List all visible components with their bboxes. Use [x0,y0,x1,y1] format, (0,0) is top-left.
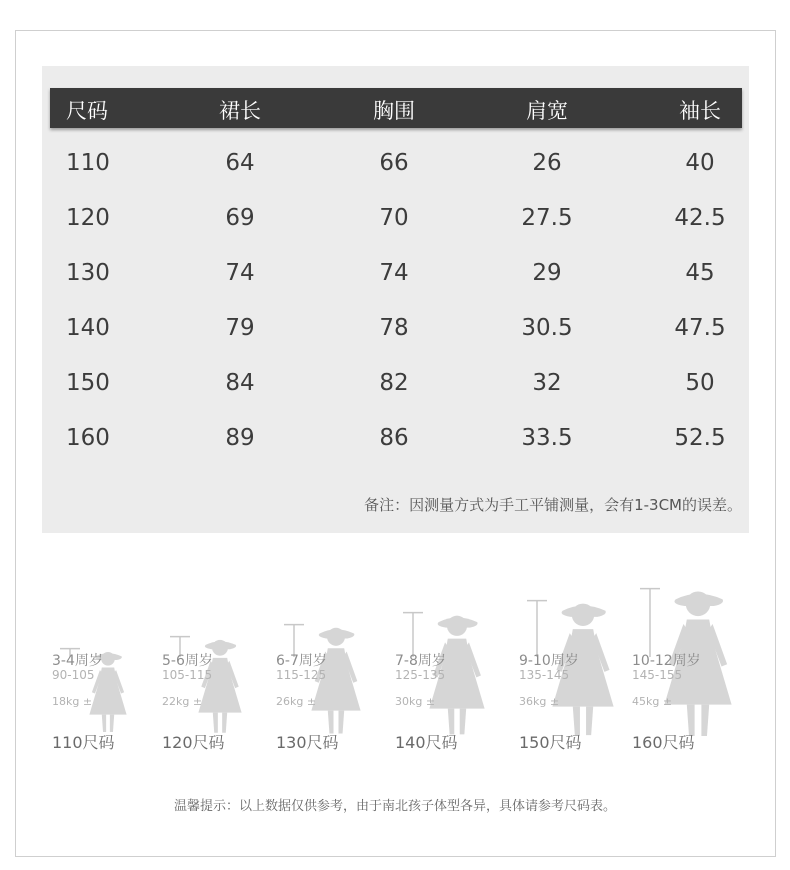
figure-weight: 26kg ± [276,695,317,708]
cell-size: 120 [66,205,110,231]
figure-height-range: 125-135 [395,668,446,682]
cell-size: 140 [66,315,110,341]
cell-size: 130 [66,260,110,286]
figure-height-range: 90-105 [52,668,95,682]
cell-sleeve-length: 47.5 [674,315,726,341]
figure-age-range: 9-10周岁 [519,653,579,669]
header-bust: 胸围 [373,99,415,123]
size-table-panel [42,66,749,533]
header-dress-length: 裙长 [219,99,261,123]
figure-size-label: 120尺码 [162,733,225,752]
figure-weight: 22kg ± [162,695,203,708]
cell-sleeve-length: 50 [685,370,715,396]
table-row [0,256,790,296]
figure-age-range: 3-4周岁 [52,653,103,669]
cell-shoulder: 30.5 [521,315,573,341]
cell-dress-length: 74 [225,260,255,286]
figure-size-label: 160尺码 [632,733,695,752]
figure-age-range: 6-7周岁 [276,653,327,669]
figure-height-range: 105-115 [162,668,213,682]
figure-weight: 36kg ± [519,695,560,708]
cell-dress-length: 69 [225,205,255,231]
figure-age-range: 10-12周岁 [632,653,701,669]
cell-bust: 66 [379,150,409,176]
cell-shoulder: 33.5 [521,425,573,451]
cell-bust: 82 [379,370,409,396]
cell-shoulder: 32 [532,370,562,396]
cell-dress-length: 79 [225,315,255,341]
header-sleeve-length: 袖长 [679,99,721,123]
cell-bust: 74 [379,260,409,286]
cell-size: 110 [66,150,110,176]
table-row [0,366,790,406]
figure-size-label: 150尺码 [519,733,582,752]
figure-age-range: 5-6周岁 [162,653,213,669]
figure-weight: 18kg ± [52,695,93,708]
cell-sleeve-length: 40 [685,150,715,176]
table-row [0,146,790,186]
figure-height-range: 145-155 [632,668,683,682]
figure-size-label: 130尺码 [276,733,339,752]
table-row [0,421,790,461]
cell-bust: 70 [379,205,409,231]
cell-size: 160 [66,425,110,451]
table-header-labels [0,88,790,128]
figure-age-range: 7-8周岁 [395,653,446,669]
header-size: 尺码 [66,99,108,123]
cell-dress-length: 89 [225,425,255,451]
cell-bust: 78 [379,315,409,341]
cell-dress-length: 84 [225,370,255,396]
cell-shoulder: 27.5 [521,205,573,231]
cell-shoulder: 26 [532,150,562,176]
cell-sleeve-length: 52.5 [674,425,726,451]
reference-tip: 温馨提示：以上数据仅供参考，由于南北孩子体型各异，具体请参考尺码表。 [173,799,616,814]
cell-sleeve-length: 45 [685,260,715,286]
size-figures [0,555,790,765]
figure-weight: 45kg ± [632,695,673,708]
measurement-note: 备注：因测量方式为手工平铺测量，会有1-3CM的误差。 [364,496,742,514]
figure-height-range: 135-145 [519,668,570,682]
table-row [0,311,790,351]
header-shoulder: 肩宽 [526,99,568,123]
figure-weight: 30kg ± [395,695,436,708]
figure-size-label: 140尺码 [395,733,458,752]
cell-size: 150 [66,370,110,396]
table-row [0,201,790,241]
cell-shoulder: 29 [532,260,562,286]
cell-dress-length: 64 [225,150,255,176]
cell-bust: 86 [379,425,409,451]
cell-sleeve-length: 42.5 [674,205,726,231]
figure-size-label: 110尺码 [52,733,115,752]
figure-height-range: 115-125 [276,668,327,682]
